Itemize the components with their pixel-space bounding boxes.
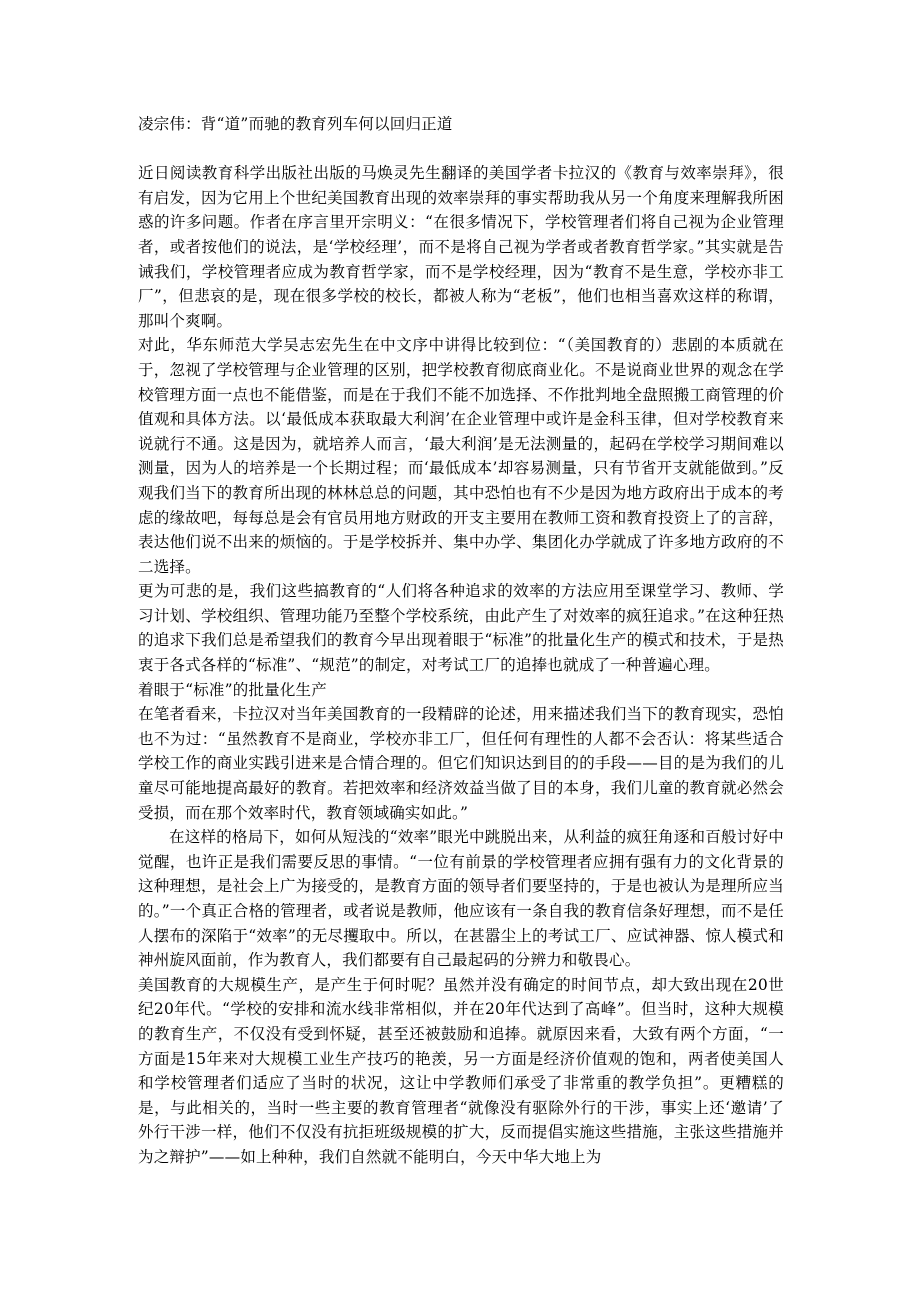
paragraph-1: 近日阅读教育科学出版社出版的马焕灵先生翻译的美国学者卡拉汉的《教育与效率崇拜》，很有启发，因为它用上个世纪美国教育出现的效率崇拜的事实帮助我从另一个角度来理解我所困惑的许多问题。作者在序言里开宗明义：“在很多情况下，学校管理者们将自己视为企业管理者，或者按他们的说法，是‘学校经理’，而不是将自己视为学者或者教育哲学家。”其实就是告诫我们，学校管理者应成为教育哲学家，而不是学校经理，因为“教育不是生意，学校亦非工厂”，但悲哀的是，现在很多学校的校长，都被人称为“老板”，他们也相当喜欢这样的称谓，那叫个爽啊。 — [138, 164, 784, 330]
section-paragraph-2: 在这样的格局下，如何从短浅的“效率”眼光中跳脱出来，从利益的疯狂角逐和百般讨好中觉醒，也许正是我们需要反思的事情。“一位有前景的学校管理者应拥有强有力的文化背景的这种理想，是社会上广为接受的，是教育方面的领导者们要坚持的，于是也被认为是理所应当的。”一个真正合格的管理者，或者说是教师，他应该有一条自我的教育信条好理想，而不是任人摆布的深陷于“效率”的无尽攫取中。所以，在甚嚣尘上的考试工厂、应试神器、惊人模式和神州旋风面前，作为教育人，我们都要有自己最起码的分辨力和敬畏心。 — [138, 828, 784, 970]
document-title: 凌宗伟：背“道”而驰的教育列车何以回归正道 — [138, 115, 453, 133]
document-page — [138, 112, 784, 1170]
paragraph-2: 对此，华东师范大学吴志宏先生在中文序中讲得比较到位：“（美国教育的）悲剧的本质就在于，忽视了学校管理与企业管理的区别，把学校教育彻底商业化。不是说商业世界的观念在学校管理方面一点也不能借鉴，而是在于我们不能不加选择、不作批判地全盘照搬工商管理的价值观和具体方法。以‘最低成本获取最大利润’在企业管理中或许是金科玉律，但对学校教育来说就行不通。这是因为，就培养人而言，‘最大利润’是无法测量的，起码在学校学习期间难以测量，因为人的培养是一个长期过程；而‘最低成本’却容易测量，只有节省开支就能做到。”反观我们当下的教育所出现的林林总总的问题，其中恐怕也有不少是因为地方政府出于成本的考虑的缘故吧，每每总是会有官员用地方财政的开支主要用在教师工资和教育投资上了的言辞，表达他们说不出来的烦恼的。于是学校拆并、集中办学、集团化办学就成了许多地方政府的不二选择。 — [138, 336, 784, 576]
section-paragraph-3: 美国教育的大规模生产，是产生于何时呢？虽然并没有确定的时间节点，却大致出现在20世纪20年代。“学校的安排和流水线非常相似，并在20年代达到了高峰”。但当时，这种大规模的教育生产，不仅没有受到怀疑，甚至还被鼓励和追捧。就原因来看，大致有两个方面，“一方面是15年来对大规模工业生产技巧的艳羡，另一方面是经济价值观的饱和，两者使美国人和学校管理者们适应了当时的状况，这让中学教师们承受了非常重的教学负担”。更糟糕的是，与此相关的，当时一些主要的教育管理者“就像没有驱除外行的干涉，事实上还‘邀请’了外行干涉一样，他们不仅没有抗拒班级规模的扩大，反而提倡实施这些措施，主张这些措施并为之辩护”——如上种种，我们自然就不能明白，今天中华大地上为 — [138, 975, 784, 1166]
paragraph-3: 更为可悲的是，我们这些搞教育的“人们将各种追求的效率的方法应用至课堂学习、教师、学习计划、学校组织、管理功能乃至整个学校系统，由此产生了对效率的疯狂追求。”在这种狂热的追求下我们总是希望我们的教育今早出现着眼于“标准”的批量化生产的模式和技术，于是热衷于各式各样的“标准”、“规范”的制定，对考试工厂的追捧也就成了一种普遍心理。 — [138, 582, 784, 675]
section-paragraph-1: 在笔者看来，卡拉汉对当年美国教育的一段精辟的论述，用来描述我们当下的教育现实，恐怕也不为过：“虽然教育不是商业，学校亦非工厂，但任何有理性的人都不会否认：将某些适合学校工作的商业实践引进来是合情合理的。但它们知识达到目的的手段——目的是为我们的儿童尽可能地提高最好的教育。若把效率和经济效益当做了目的本身，我们儿童的教育就必然会受损，而在那个效率时代，教育领域确实如此。” — [138, 705, 784, 822]
section-subheading: 着眼于“标准”的批量化生产 — [138, 680, 327, 699]
